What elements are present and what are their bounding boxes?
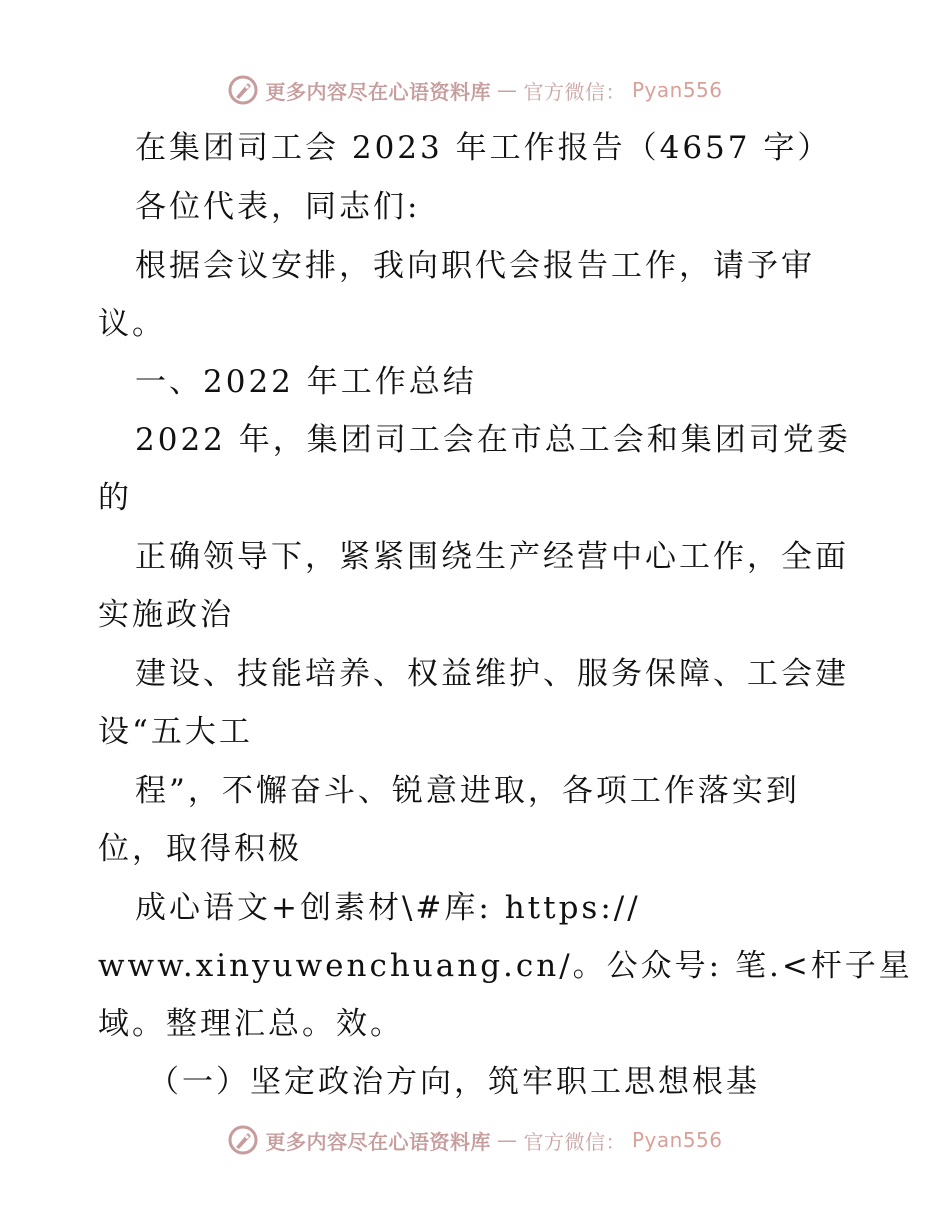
paragraph-line: 根据会议安排，我向职代会报告工作，请予审	[135, 248, 815, 284]
paragraph-line: 程”，不懈奋斗、锐意进取，各项工作落实到	[135, 773, 800, 809]
watermark-separator: —	[496, 78, 518, 102]
paragraph-line: 成心语文+创素材\#库: https://	[135, 890, 641, 926]
paragraph-line: www.xinyuwenchuang.cn/。公众号: 笔.<杆子星	[98, 948, 913, 984]
paragraph-line: 位，取得积极	[98, 831, 302, 867]
watermark-separator: —	[496, 1128, 518, 1152]
paragraph-line: 正确领导下，紧紧围绕生产经营中心工作，全面	[135, 539, 849, 575]
watermark-wechat-id: Pyan556	[631, 1128, 723, 1152]
watermark-wechat-id: Pyan556	[631, 78, 723, 102]
section-heading: 一、2022 年工作总结	[135, 364, 477, 400]
document-salutation: 各位代表，同志们:	[135, 189, 421, 225]
paragraph-line: 设“五大工	[98, 714, 253, 750]
paragraph-line: 的	[98, 480, 132, 516]
document-title: 在集团司工会 2023 年工作报告（4657 字）	[135, 130, 832, 166]
watermark-brand-text: 更多内容尽在心语资料库	[265, 79, 491, 104]
watermark-channel-text: 官方微信：	[523, 1129, 626, 1154]
watermark-content	[227, 1124, 722, 1156]
subsection-heading: （一）坚定政治方向，筑牢职工思想根基	[148, 1064, 760, 1100]
pen-nib-circle-icon	[227, 1124, 259, 1156]
paragraph-line: 议。	[98, 306, 166, 342]
paragraph-line: 域。整理汇总。效。	[98, 1006, 404, 1042]
paragraph-line: 实施政治	[98, 597, 234, 633]
footer-watermark	[0, 1123, 950, 1157]
watermark-brand-text: 更多内容尽在心语资料库	[265, 1129, 491, 1154]
paragraph-line: 2022 年，集团司工会在市总工会和集团司党委	[135, 422, 851, 458]
paragraph-line: 建设、技能培养、权益维护、服务保障、工会建	[135, 656, 849, 692]
watermark-channel-text: 官方微信：	[523, 79, 626, 104]
